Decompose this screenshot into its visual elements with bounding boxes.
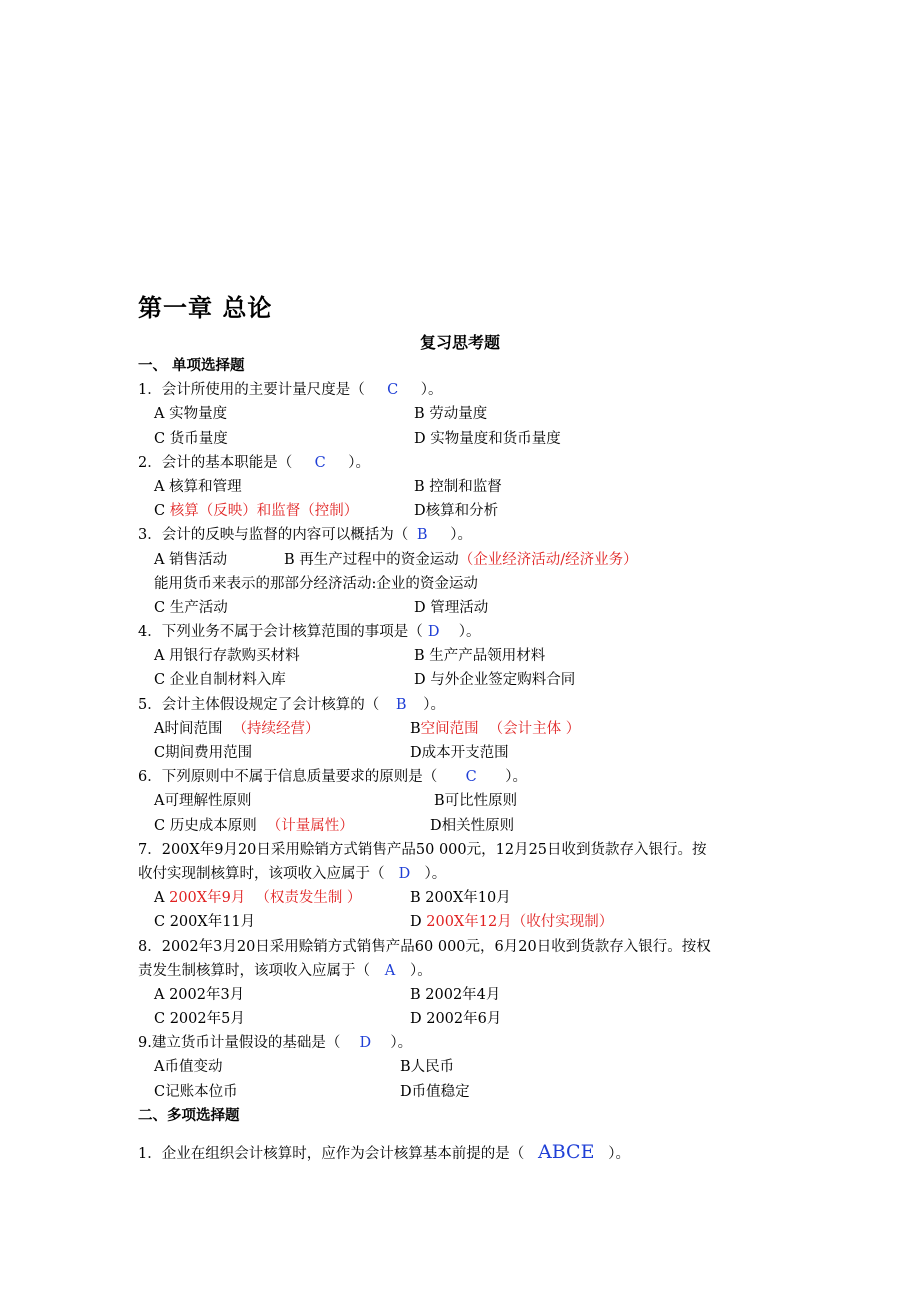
question-8-stem: 8．2002年3月20日采用赊销方式销售产品60 000元，6月20日收到货款存入银行。按权 <box>138 938 711 955</box>
option-row <box>138 1080 798 1104</box>
answer-mark: C <box>465 769 477 786</box>
option-d: D相关性原则 <box>430 817 515 834</box>
option-d: D核算和分析 <box>414 503 499 520</box>
multi-choice-heading: 二、多项选择题 <box>138 1107 240 1124</box>
option-a: A 销售活动 <box>154 551 228 568</box>
option-a: A 实物量度 <box>154 406 228 423</box>
question-2-stem: 2．会计的基本职能是（ C ）。 <box>138 451 798 475</box>
option-d: D成本开支范围 <box>410 745 509 761</box>
option-b: B 控制和监督 <box>414 478 502 495</box>
option-row <box>138 427 798 451</box>
question-6-stem: 6．下列原则中不属于信息质量要求的原则是（ C ）。 <box>138 765 798 789</box>
option-a: A可理解性原则 <box>154 793 252 810</box>
answer-mark: D <box>427 624 440 641</box>
highlight-note: 200X年12月（收付实现制） <box>426 914 614 931</box>
option-row <box>138 717 798 741</box>
chapter-title: 第一章 总论 <box>138 294 273 322</box>
highlight-note: 空间范围 <box>420 720 479 737</box>
explanation-note: 能用货币来表示的那部分经济活动:企业的资金运动 <box>154 575 478 592</box>
option-d: D 2002年6月 <box>410 1011 502 1028</box>
multi-question-1-stem: 1．企业在组织会计核算时，应作为会计核算基本前提的是（ ABCE ）。 <box>138 1141 630 1163</box>
question-8-stem-cont: 责发生制核算时，该项收入应属于（ A ）。 <box>138 959 798 983</box>
option-b: B 2002年4月 <box>410 986 501 1003</box>
option-d: D 与外企业签定购料合同 <box>414 672 576 689</box>
answer-mark: A <box>384 962 396 979</box>
option-row <box>138 741 798 765</box>
option-a: A 2002年3月 <box>154 986 245 1003</box>
answer-mark: C <box>314 454 326 471</box>
answer-mark: D <box>398 865 411 882</box>
option-row <box>138 910 798 934</box>
option-a: A币值变动 <box>154 1059 223 1076</box>
option-b: B 再生产过程中的资金运动（企业经济活动/经济业务） <box>284 551 638 568</box>
question-9-stem: 9.建立货币计量假设的基础是（ D ）。 <box>138 1031 798 1055</box>
option-a: A 用银行存款购买材料 <box>154 648 300 665</box>
option-b: B人民币 <box>400 1059 455 1076</box>
question-1-stem: 1．会计所使用的主要计量尺度是（ C ）。 <box>138 378 798 402</box>
option-a: A 200X年9月 （权责发生制 ） <box>154 890 362 907</box>
option-b: B 生产产品领用材料 <box>414 648 546 665</box>
option-c: C期间费用范围 <box>154 745 253 761</box>
option-b: B 劳动量度 <box>414 406 488 423</box>
highlight-note: （持续经营） <box>232 720 320 737</box>
option-row <box>138 886 798 910</box>
option-d: D 实物量度和货币量度 <box>414 430 561 447</box>
option-c: C 生产活动 <box>154 599 228 616</box>
highlight-note: 200X年9月 <box>169 890 246 907</box>
option-row <box>138 983 798 1007</box>
option-d: D 200X年12月（收付实现制） <box>410 914 614 931</box>
question-list <box>138 354 798 1164</box>
answer-mark: B <box>416 527 428 544</box>
option-row <box>138 596 798 620</box>
option-a: A时间范围 （持续经营） <box>154 720 320 737</box>
option-c: C记账本位币 <box>154 1083 238 1100</box>
highlight-note: （权责发生制 ） <box>255 890 362 907</box>
option-b: B可比性原则 <box>434 793 518 810</box>
option-row <box>138 789 798 813</box>
highlight-note: （计量属性） <box>266 817 354 834</box>
answer-mark: D <box>359 1035 372 1052</box>
highlight-note: 核算（反映）和监督（控制） <box>169 503 359 520</box>
question-5-stem: 5．会计主体假设规定了会计核算的（ B ）。 <box>138 693 798 717</box>
option-row <box>138 499 798 523</box>
option-c: C 企业自制材料入库 <box>154 672 286 689</box>
option-a: A 核算和管理 <box>154 478 242 495</box>
question-4-stem: 4．下列业务不属于会计核算范围的事项是（ D ）。 <box>138 620 798 644</box>
option-row <box>138 1007 798 1031</box>
answer-mark: ABCE <box>538 1141 595 1163</box>
answer-mark: C <box>387 382 399 399</box>
option-c: C 核算（反映）和监督（控制） <box>154 503 359 520</box>
option-row <box>138 644 798 668</box>
option-c: C 历史成本原则 （计量属性） <box>154 817 354 834</box>
question-3-stem: 3．会计的反映与监督的内容可以概括为（ B ）。 <box>138 523 798 547</box>
option-c: C 2002年5月 <box>154 1011 245 1028</box>
highlight-note: （企业经济活动/经济业务） <box>458 551 638 568</box>
section-subtitle: 复习思考题 <box>419 333 500 352</box>
option-d: D 管理活动 <box>414 599 489 616</box>
option-c: C 货币量度 <box>154 430 228 447</box>
option-row <box>138 814 798 838</box>
single-choice-heading: 一、 单项选择题 <box>138 358 245 374</box>
option-d: D币值稳定 <box>400 1083 470 1100</box>
question-7-stem-cont: 收付实现制核算时，该项收入应属于（ D ）。 <box>138 862 798 886</box>
option-row <box>138 402 798 426</box>
option-b: B 200X年10月 <box>410 890 511 907</box>
option-c: C 200X年11月 <box>154 914 256 931</box>
question-7-stem: 7．200X年9月20日采用赊销方式销售产品50 000元，12月25日收到货款存入银行。按 <box>138 841 707 858</box>
answer-mark: B <box>395 696 407 713</box>
option-row <box>138 668 798 692</box>
option-row <box>138 475 798 499</box>
option-row <box>138 548 798 572</box>
option-b: B空间范围 （会计主体 ） <box>410 720 581 737</box>
option-row <box>138 1055 798 1079</box>
highlight-note: （会计主体 ） <box>488 720 581 737</box>
